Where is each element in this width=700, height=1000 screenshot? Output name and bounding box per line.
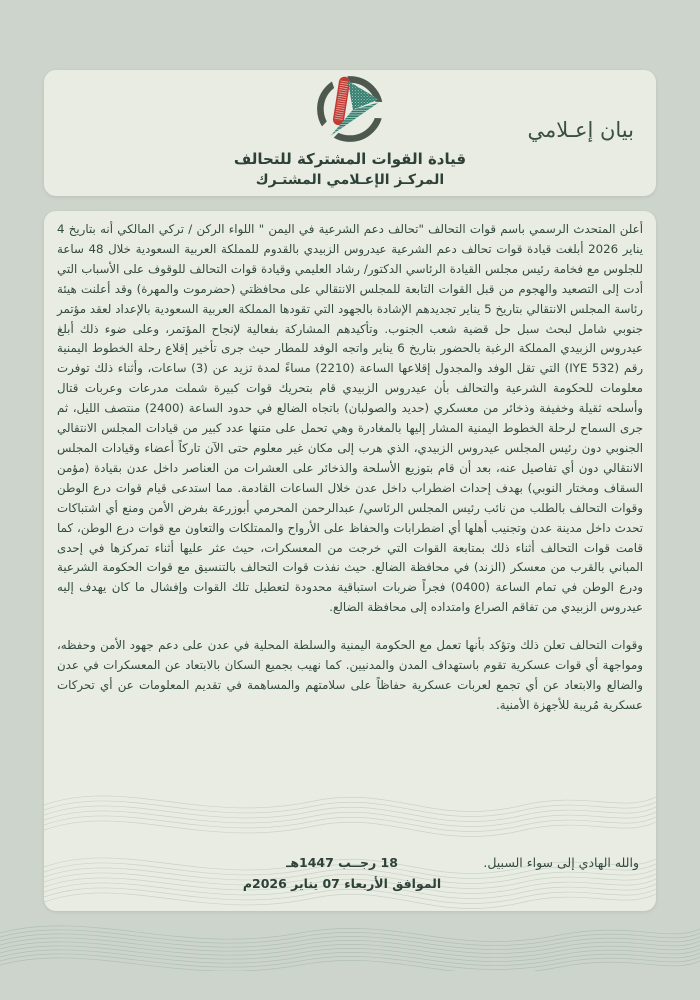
coalition-emblem-logo-icon [313, 72, 387, 146]
statement-footer [57, 853, 643, 899]
guilloche-waves-background-decoration [0, 903, 700, 971]
org-title: قيادة القوات المشتركة للتحالف [233, 150, 467, 168]
coalition-emblem-svg [313, 72, 387, 146]
statement-title: بيان إعـلامي [527, 118, 634, 142]
statement-paragraph-1: أعلن المتحدث الرسمي باسم قوات التحالف "تحالف دعم الشرعية في اليمن " اللواء الركن / تركي المالكي أنه بتاريخ 4 يناير 2026 أبلغت قيادة قوات تحالف دعم الشرعية عيدروس الزبيدي بالقدوم للمملكة العربية السعودية خلال 48 ساعة للجلوس مع فخامة رئيس مجلس القيادة الرئاسي الدكتور/ رشاد العليمي وقيادة قوات التحالف للوقوف على الأسباب التي أدت إلى التصعيد والهجوم من قبل القوات التابعة للمجلس الانتقالي على محافظتي (حضرموت والمهرة) وقد أعلنت هيئة رئاسة المجلس الانتقالي بتاريخ 5 يناير تجديدهم الإشادة بالجهود التي تقودها المملكة العربية السعودية بالإعداد لعقد مؤتمر جنوبي شامل لبحث سبل حل قضية شعب الجنوب. وتأكيدهم المشاركة بفعالية لإنجاح المؤتمر، وعلى ضوء ذلك أبلغ عيدروس الزبيدي المملكة الرغبة بالحضور بتاريخ 6 يناير واتجه الوفد للمطار حيث جرى تأخير إقلاع رحلة الخطوط اليمنية رقم (IYE 532) التي تقل الوفد والمجدول إقلاعها الساعة (2210) مساءً لمدة تزيد عن (3) ساعات، وأثناء ذلك توفرت معلومات للحكومة الشرعية والتحالف بأن عيدروس الزبيدي قام بتحريك قوات كبيرة شملت مدرعات وعربات قتال وأسلحه ثقيلة وخفيفة وذخائر من معسكري (حديد والصولبان) باتجاه الضالع في حدود الساعة (2400) منتصف الليل، ثم جرى السماح لرحلة الخطوط اليمنية المشار إليها بالمغادرة وهي تحمل على متنها عدد كبير من قيادات المجلس الانتقالي الجنوبي دون رئيس المجلس عيدروس الزبيدي، الذي هرب إلى مكان غير معلوم حتى الآن تاركاً أعضاء وقيادات المجلس الانتقالي دون أي تفاصيل عنه، بعد أن قام بتوزيع الأسلحة والذخائر على العشرات من العناصر داخل عدن بقيادة (مؤمن السقاف ومختار النوبي) بهدف إحداث اضطراب داخل عدن خلال الساعات القادمة. مما استدعى قيام قوات درع الوطن وقوات التحالف بالطلب من نائب رئيس المجلس الرئاسي/ عبدالرحمن المحرمي أبوزرعة بفرض الأمن ومنع أي اشتباكات تحدث داخل مدينة عدن وتجنيب أهلها أي اضطرابات والحفاظ على الأرواح والممتلكات والتعاون مع قوات درع الوطن، كما قامت قوات التحالف أثناء ذلك بمتابعة القوات التي خرجت من المعسكرات، حيث عثر عليها أثناء تمركزها في إحدى المباني بالقرب من معسكر (الزند) في محافظة الضالع. حيث نفذت قوات التحالف بالتنسيق مع قوات الحكومة الشرعية ودرع الوطن في تمام الساعة (0400) فجراً ضربات استباقية محدودة لتعطيل تلك القوات وإفشال ما كان يهدف إليه عيدروس الزبيدي من تفاقم الصراع وامتداده إلى محافظة الضالع. [57, 222, 644, 615]
org-subtitle: المركـز الإعـلامي المشتـرك [255, 172, 445, 188]
gregorian-date: الموافق الأربعاء 07 يناير 2026م [242, 875, 442, 891]
date-block [207, 853, 477, 894]
statement-paragraph-2: وقوات التحالف تعلن ذلك وتؤكد بأنها تعمل مع الحكومة اليمنية والسلطة المحلية في عدن على دعم جهود الأمن وحفظه، ومواجهة أي قوات عسكرية تقوم باستهداف المدن والمدنيين. كما نهيب بجميع السكان بالابتعاد عن المعسكرات في عدن والضالع والابتعاد عن أي تجمع لعربات عسكرية حفاظاً على سلامتهم والمساهمة في تقديم المعلومات عن أي تحركات عسكرية مُريبة للأجهزة الأمنية. [57, 638, 643, 712]
statement-body-card [44, 211, 656, 911]
header-card [44, 70, 656, 196]
statement-text-block [44, 211, 656, 716]
closing-phrase: والله الهادي إلى سواء السبيل. [483, 855, 639, 870]
hijri-date: 18 رجــب 1447هـ [286, 855, 398, 870]
